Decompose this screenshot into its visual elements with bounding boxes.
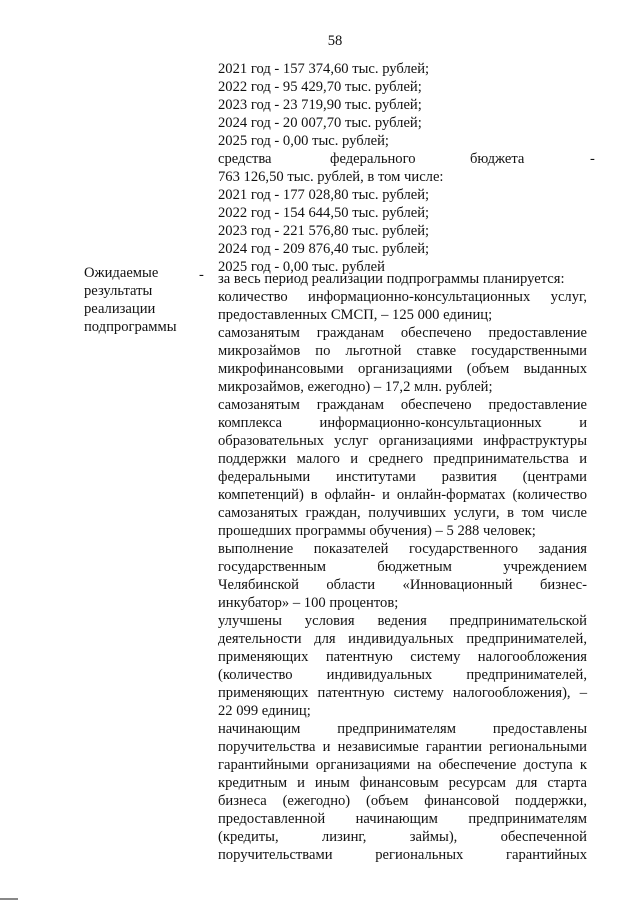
results-line: применяющих патентную систему налогообложения xyxy=(218,649,587,665)
results-line: 22 099 единиц; xyxy=(218,703,311,719)
results-line: применяющих патентную систему налогообложения), – xyxy=(218,685,587,701)
results-line: федеральными институтами развития (центрами xyxy=(218,469,587,485)
results-line: поручительства и независимые гарантии региональными xyxy=(218,739,587,755)
results-line: самозанятых граждан, получивших услуги, в том числе xyxy=(218,505,587,521)
results-line: Челябинской области «Инновационный бизнес- xyxy=(218,577,587,593)
federal-year-line: 2021 год - 177 028,80 тыс. рублей; xyxy=(218,187,430,203)
results-line: микрозаймов по льготной ставке государственными xyxy=(218,343,587,359)
section-label-line: результаты xyxy=(84,283,153,299)
federal-word-4: - xyxy=(590,151,595,167)
section-dash: - xyxy=(199,267,204,283)
section-label-line: реализации xyxy=(84,301,156,317)
results-line: комплекса информационно-консультационных и xyxy=(218,415,587,431)
results-line: микрофинансовыми организациями (объем выданных xyxy=(218,361,587,377)
federal-word-3: бюджета xyxy=(470,151,525,167)
results-line: образовательных услуг организациями инфраструктуры xyxy=(218,433,587,449)
results-line: предоставленных СМСП, – 125 000 единиц; xyxy=(218,307,493,323)
results-line: предоставленной начинающим предпринимателям xyxy=(218,811,587,827)
results-line: прошедших программы обучения) – 5 288 человек; xyxy=(218,523,536,539)
federal-budget-heading xyxy=(218,150,600,168)
federal-year-line: 2023 год - 221 576,80 тыс. рублей; xyxy=(218,223,430,239)
results-line: количество информационно-консультационных услуг, xyxy=(218,289,587,305)
results-line: за весь период реализации подпрограммы планируется: xyxy=(218,271,565,287)
results-line: государственным бюджетным учреждением xyxy=(218,559,587,575)
funding-line: 2023 год - 23 719,90 тыс. рублей; xyxy=(218,97,422,113)
results-line: самозанятым гражданам обеспечено предоставление xyxy=(218,325,587,341)
results-line: поручительствами региональных гарантийных xyxy=(218,847,587,863)
funding-line: 2022 год - 95 429,70 тыс. рублей; xyxy=(218,79,422,95)
results-line: инкубатор» – 100 процентов; xyxy=(218,595,399,611)
results-line: деятельности для индивидуальных предпринимателей, xyxy=(218,631,587,647)
results-line: бизнеса (ежегодно) (объем финансовой поддержки, xyxy=(218,793,587,809)
federal-word-1: средства xyxy=(218,151,272,167)
results-line: улучшены условия ведения предпринимательской xyxy=(218,613,587,629)
results-line: гарантийными организациями на обеспечение доступа к xyxy=(218,757,587,773)
federal-year-line: 2022 год - 154 644,50 тыс. рублей; xyxy=(218,205,430,221)
scan-edge-mark xyxy=(0,898,18,900)
page-number: 58 xyxy=(327,33,343,49)
funding-line: 2024 год - 20 007,70 тыс. рублей; xyxy=(218,115,422,131)
federal-word-2: федерального xyxy=(330,151,416,167)
section-label-line: подпрограммы xyxy=(84,319,177,335)
section-label-line: Ожидаемые xyxy=(84,265,159,281)
funding-line: 2025 год - 0,00 тыс. рублей; xyxy=(218,133,389,149)
federal-year-line: 2024 год - 209 876,40 тыс. рублей; xyxy=(218,241,430,257)
results-line: кредитным и иным финансовым ресурсам для старта xyxy=(218,775,587,791)
results-line: начинающим предпринимателям предоставлены xyxy=(218,721,587,737)
results-line: компетенций) в офлайн- и онлайн-форматах (количество xyxy=(218,487,587,503)
results-line: (количество индивидуальных предпринимателей, xyxy=(218,667,587,683)
results-line: самозанятым гражданам обеспечено предоставление xyxy=(218,397,587,413)
results-line: (кредиты, лизинг, займы), обеспеченной xyxy=(218,829,587,845)
federal-total: 763 126,50 тыс. рублей, в том числе: xyxy=(218,169,444,185)
results-line: поддержки малого и среднего предпринимательства и xyxy=(218,451,587,467)
results-line: микрозаймов, ежегодно) – 17,2 млн. рублей; xyxy=(218,379,493,395)
results-line: выполнение показателей государственного задания xyxy=(218,541,587,557)
funding-line: 2021 год - 157 374,60 тыс. рублей; xyxy=(218,61,430,77)
federal-year-line: 2025 год - 0,00 тыс. рублей xyxy=(218,259,385,275)
